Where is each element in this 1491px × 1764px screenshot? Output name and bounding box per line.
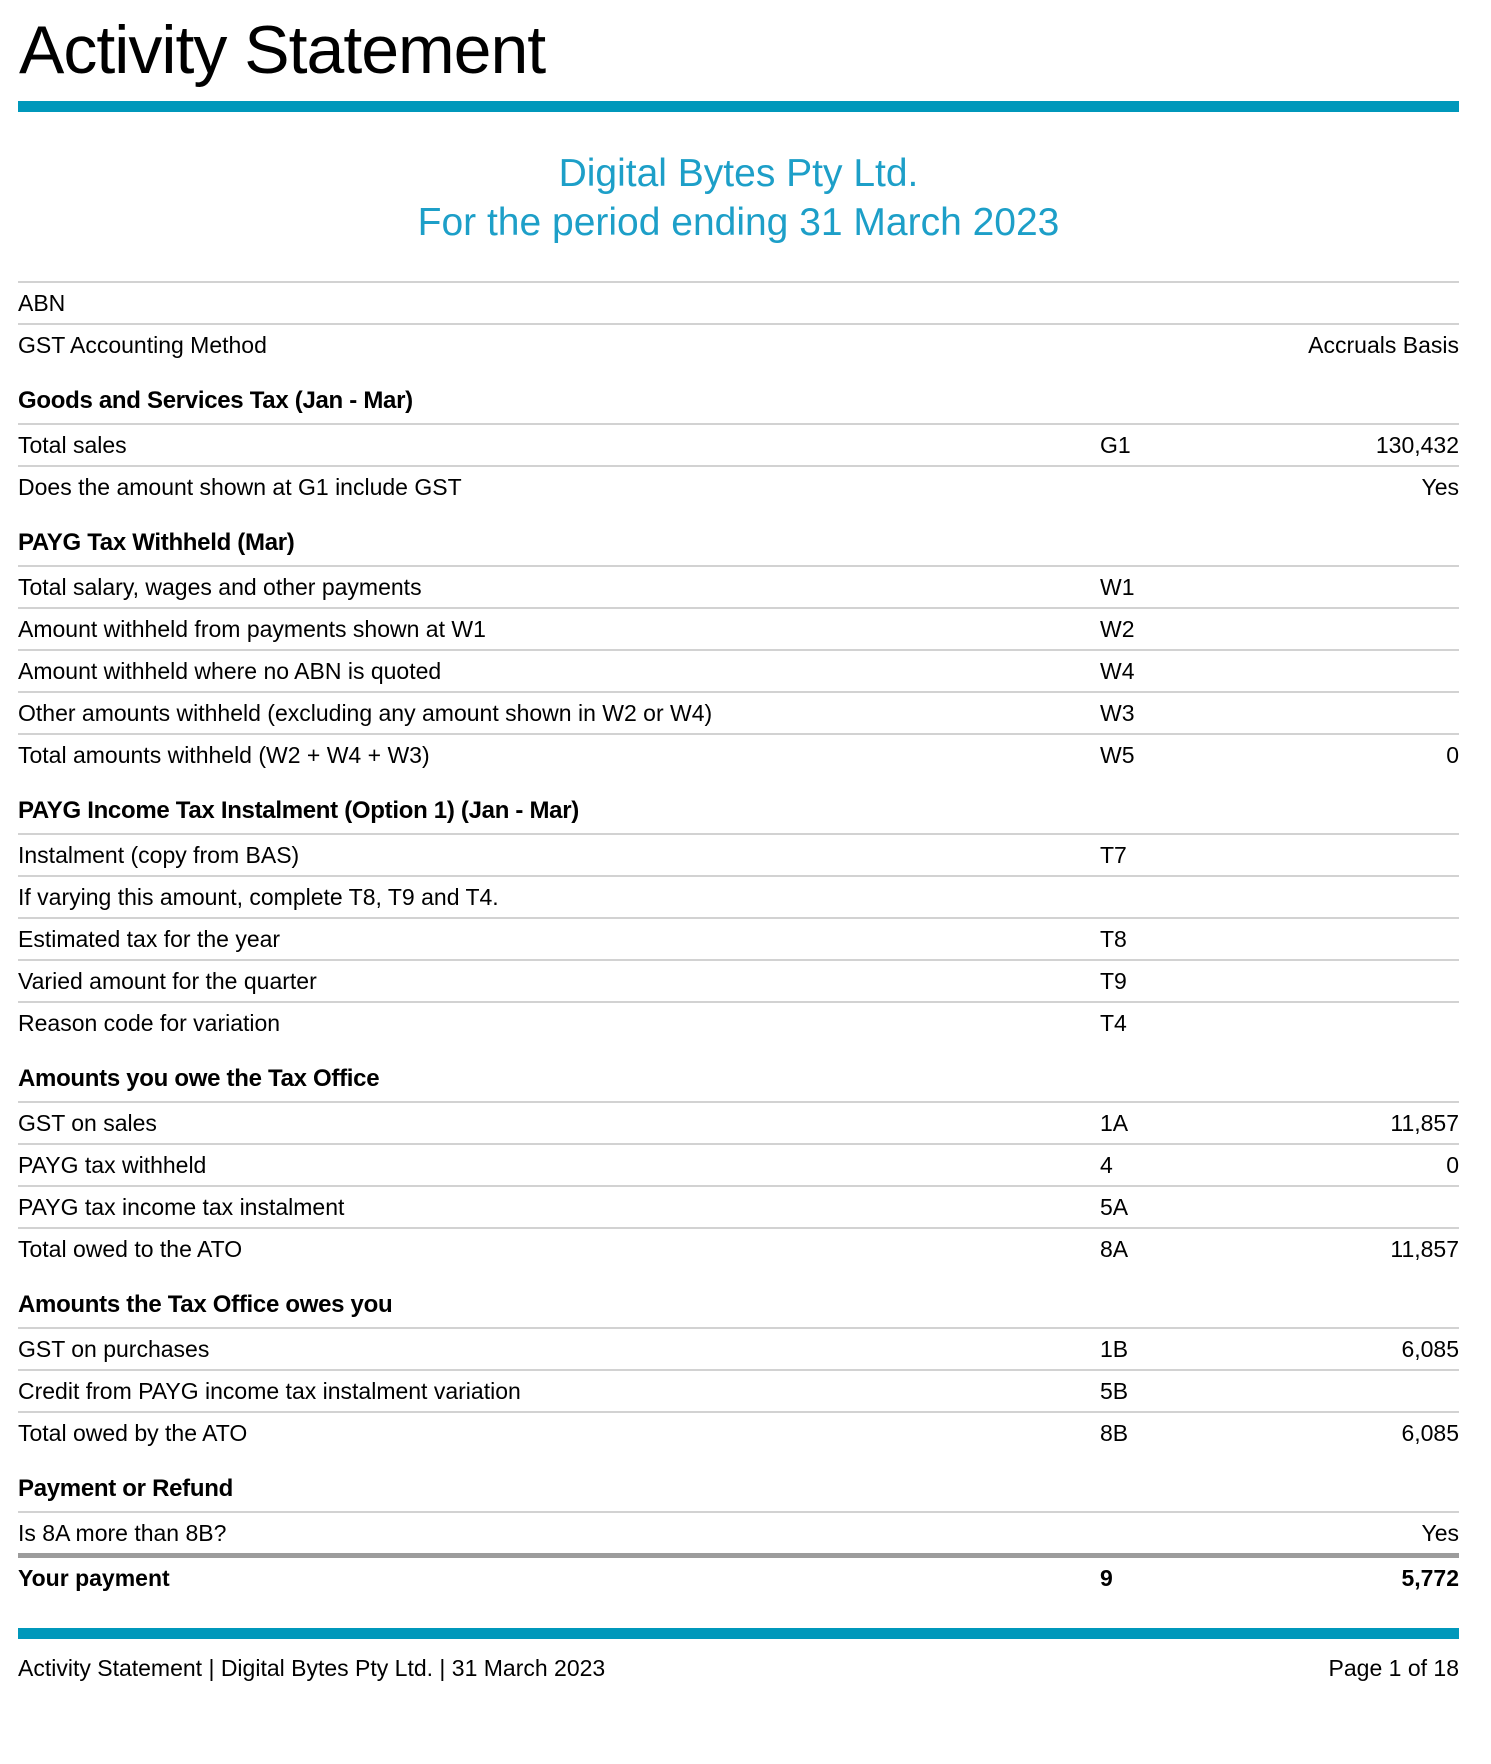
row-code: T9 — [1100, 967, 1127, 994]
title-divider-rule — [18, 101, 1459, 112]
table-row — [18, 1411, 1459, 1453]
statement-section — [18, 1469, 1459, 1598]
footer-page-number: Page 1 of 18 — [1328, 1655, 1459, 1681]
company-name: Digital Bytes Pty Ltd. — [558, 152, 919, 196]
section-heading: PAYG Tax Withheld (Mar) — [18, 529, 295, 557]
page-footer — [18, 1628, 1459, 1682]
row-code: W5 — [1100, 741, 1135, 768]
statement-subtitle — [18, 150, 1459, 247]
section-rows — [18, 833, 1459, 1043]
row-label: Amount withheld from payments shown at W1 — [18, 615, 486, 642]
row-code: 5B — [1100, 1377, 1129, 1404]
table-row — [18, 465, 1459, 507]
row-code: W4 — [1100, 657, 1135, 684]
row-code: 8A — [1100, 1235, 1129, 1262]
row-value: Yes — [1421, 1519, 1459, 1546]
row-value: 11,857 — [1390, 1235, 1459, 1262]
row-label: Total owed to the ATO — [18, 1235, 243, 1262]
row-code: W1 — [1100, 573, 1135, 600]
row-code: 1B — [1100, 1335, 1129, 1362]
row-label: Total owed by the ATO — [18, 1419, 248, 1446]
section-rows — [18, 423, 1459, 507]
row-code: T8 — [1100, 925, 1127, 952]
table-row — [18, 1369, 1459, 1411]
row-value: 0 — [1446, 741, 1459, 768]
row-label: Reason code for variation — [18, 1009, 281, 1036]
row-label: Varied amount for the quarter — [18, 967, 317, 994]
statement-section — [18, 1285, 1459, 1453]
table-row — [18, 959, 1459, 1001]
footer-divider-rule — [18, 1628, 1459, 1639]
section-heading: Amounts the Tax Office owes you — [18, 1291, 393, 1319]
row-value: Accruals Basis — [1308, 331, 1459, 358]
table-row — [18, 281, 1459, 323]
table-row — [18, 323, 1459, 365]
table-row — [18, 1327, 1459, 1369]
section-heading: Payment or Refund — [18, 1475, 233, 1503]
table-row — [18, 423, 1459, 465]
row-label: Instalment (copy from BAS) — [18, 841, 300, 868]
row-value: Yes — [1421, 473, 1459, 500]
row-label: If varying this amount, complete T8, T9 and T4. — [18, 883, 499, 910]
row-code: W2 — [1100, 615, 1135, 642]
row-label: Total sales — [18, 431, 127, 458]
row-value: 130,432 — [1375, 431, 1459, 458]
table-row — [18, 1511, 1459, 1553]
row-value: 6,085 — [1401, 1335, 1459, 1362]
table-row — [18, 917, 1459, 959]
row-value: 5,772 — [1401, 1564, 1459, 1591]
row-label: Is 8A more than 8B? — [18, 1519, 227, 1546]
row-label: Credit from PAYG income tax instalment variation — [18, 1377, 521, 1404]
section-rows — [18, 1327, 1459, 1453]
section-rows — [18, 1101, 1459, 1269]
table-row — [18, 565, 1459, 607]
table-row — [18, 1553, 1459, 1598]
table-row — [18, 607, 1459, 649]
row-label: Does the amount shown at G1 include GST — [18, 473, 462, 500]
row-label: Amount withheld where no ABN is quoted — [18, 657, 442, 684]
row-label: GST on sales — [18, 1109, 157, 1136]
page-title: Activity Statement — [19, 12, 546, 88]
row-code: W3 — [1100, 699, 1135, 726]
row-code: 4 — [1100, 1151, 1113, 1178]
row-code: 9 — [1100, 1564, 1113, 1591]
table-row — [18, 1001, 1459, 1043]
row-code: 5A — [1100, 1193, 1129, 1220]
statement-section — [18, 381, 1459, 507]
row-code: 8B — [1100, 1419, 1129, 1446]
row-label: Other amounts withheld (excluding any amount shown in W2 or W4) — [18, 699, 713, 726]
table-row — [18, 1227, 1459, 1269]
table-row — [18, 649, 1459, 691]
row-code: G1 — [1100, 431, 1131, 458]
row-label: GST on purchases — [18, 1335, 210, 1362]
section-heading: PAYG Income Tax Instalment (Option 1) (Jan - Mar) — [18, 797, 579, 825]
row-label: PAYG tax income tax instalment — [18, 1193, 345, 1220]
row-label: ABN — [18, 289, 66, 316]
section-heading: Amounts you owe the Tax Office — [18, 1065, 380, 1093]
table-row — [18, 691, 1459, 733]
table-row — [18, 875, 1459, 917]
row-label: Total salary, wages and other payments — [18, 573, 422, 600]
row-label: PAYG tax withheld — [18, 1151, 207, 1178]
statement-section — [18, 791, 1459, 1043]
table-row — [18, 1101, 1459, 1143]
footer-document-info: Activity Statement | Digital Bytes Pty Ltd. | 31 March 2023 — [18, 1655, 606, 1681]
row-label: Your payment — [18, 1564, 170, 1591]
meta-section — [18, 281, 1459, 365]
table-row — [18, 1143, 1459, 1185]
section-rows — [18, 1511, 1459, 1598]
section-heading: Goods and Services Tax (Jan - Mar) — [18, 387, 413, 415]
table-row — [18, 1185, 1459, 1227]
row-code: T7 — [1100, 841, 1127, 868]
statement-section — [18, 523, 1459, 775]
row-label: Estimated tax for the year — [18, 925, 281, 952]
table-row — [18, 833, 1459, 875]
table-row — [18, 733, 1459, 775]
row-value: 11,857 — [1390, 1109, 1459, 1136]
row-label: GST Accounting Method — [18, 331, 267, 358]
section-rows — [18, 565, 1459, 775]
period-ending: For the period ending 31 March 2023 — [417, 200, 1060, 244]
row-code: T4 — [1100, 1009, 1127, 1036]
sections — [18, 381, 1459, 1598]
row-code: 1A — [1100, 1109, 1129, 1136]
row-value: 6,085 — [1401, 1419, 1459, 1446]
statement-section — [18, 1059, 1459, 1269]
row-label: Total amounts withheld (W2 + W4 + W3) — [18, 741, 430, 768]
row-value: 0 — [1446, 1151, 1459, 1178]
